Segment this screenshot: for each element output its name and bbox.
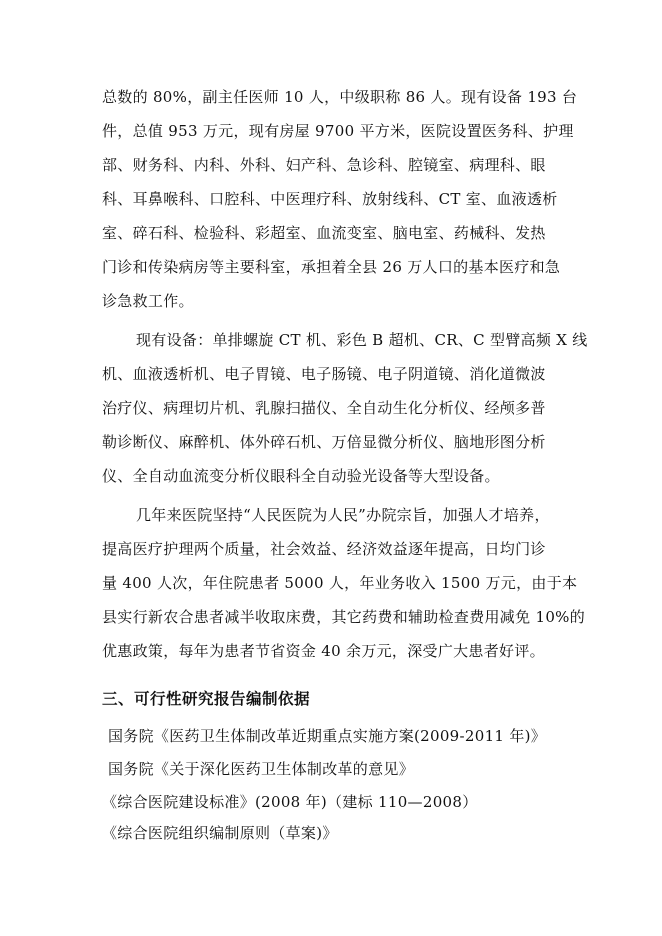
text-line: 量 400 人次，年住院患者 5000 人，年业务收入 1500 万元，由于本 — [102, 574, 578, 592]
text-line: 部、财务科、内科、外科、妇产科、急诊科、腔镜室、病理科、眼 — [102, 156, 546, 174]
section-heading: 三、可行性研究报告编制依据 — [102, 690, 311, 708]
text-line: 县实行新农合患者减半收取床费，其它药费和辅助检查费用减免 10%的 — [102, 608, 586, 626]
reference-item: 《综合医院组织编制原则（草案)》 — [102, 824, 338, 842]
text-line: 现有设备：单排螺旋 CT 机、彩色 B 超机、CR、C 型臂高频 X 线 — [136, 331, 588, 349]
text-line: 机、血液透析机、电子胃镜、电子肠镜、电子阴道镜、消化道微波 — [102, 365, 546, 383]
text-line: 门诊和传染病房等主要科室，承担着全县 26 万人口的基本医疗和急 — [102, 258, 561, 276]
text-line: 提高医疗护理两个质量，社会效益、经济效益逐年提高，日均门诊 — [102, 540, 546, 558]
text-line: 总数的 80%，副主任医师 10 人，中级职称 86 人。现有设备 193 台 — [102, 88, 578, 106]
reference-item: 国务院《关于深化医药卫生体制改革的意见》 — [108, 760, 415, 778]
text-line: 几年来医院坚持“人民医院为人民”办院宗旨，加强人才培养， — [136, 506, 550, 524]
text-line: 治疗仪、病理切片机、乳腺扫描仪、全自动生化分析仪、经颅多普 — [102, 399, 546, 417]
text-line: 优惠政策，每年为患者节省资金 40 余万元，深受广大患者好评。 — [102, 642, 545, 660]
text-line: 诊急救工作。 — [102, 292, 194, 310]
reference-item: 国务院《医药卫生体制改革近期重点实施方案(2009-2011 年)》 — [108, 727, 547, 745]
text-line: 仪、全自动血流变分析仪眼科全自动验光设备等大型设备。 — [102, 467, 500, 485]
reference-item: 《综合医院建设标准》(2008 年)（建标 110—2008） — [102, 793, 478, 811]
text-line: 勒诊断仪、麻醉机、体外碎石机、万倍显微分析仪、脑地形图分析 — [102, 433, 546, 451]
text-line: 室、碎石科、检验科、彩超室、血流变室、脑电室、药械科、发热 — [102, 224, 546, 242]
text-line: 科、耳鼻喉科、口腔科、中医理疗科、放射线科、CT 室、血液透析 — [102, 190, 558, 208]
text-line: 件，总值 953 万元，现有房屋 9700 平方米，医院设置医务科、护理 — [102, 122, 574, 140]
